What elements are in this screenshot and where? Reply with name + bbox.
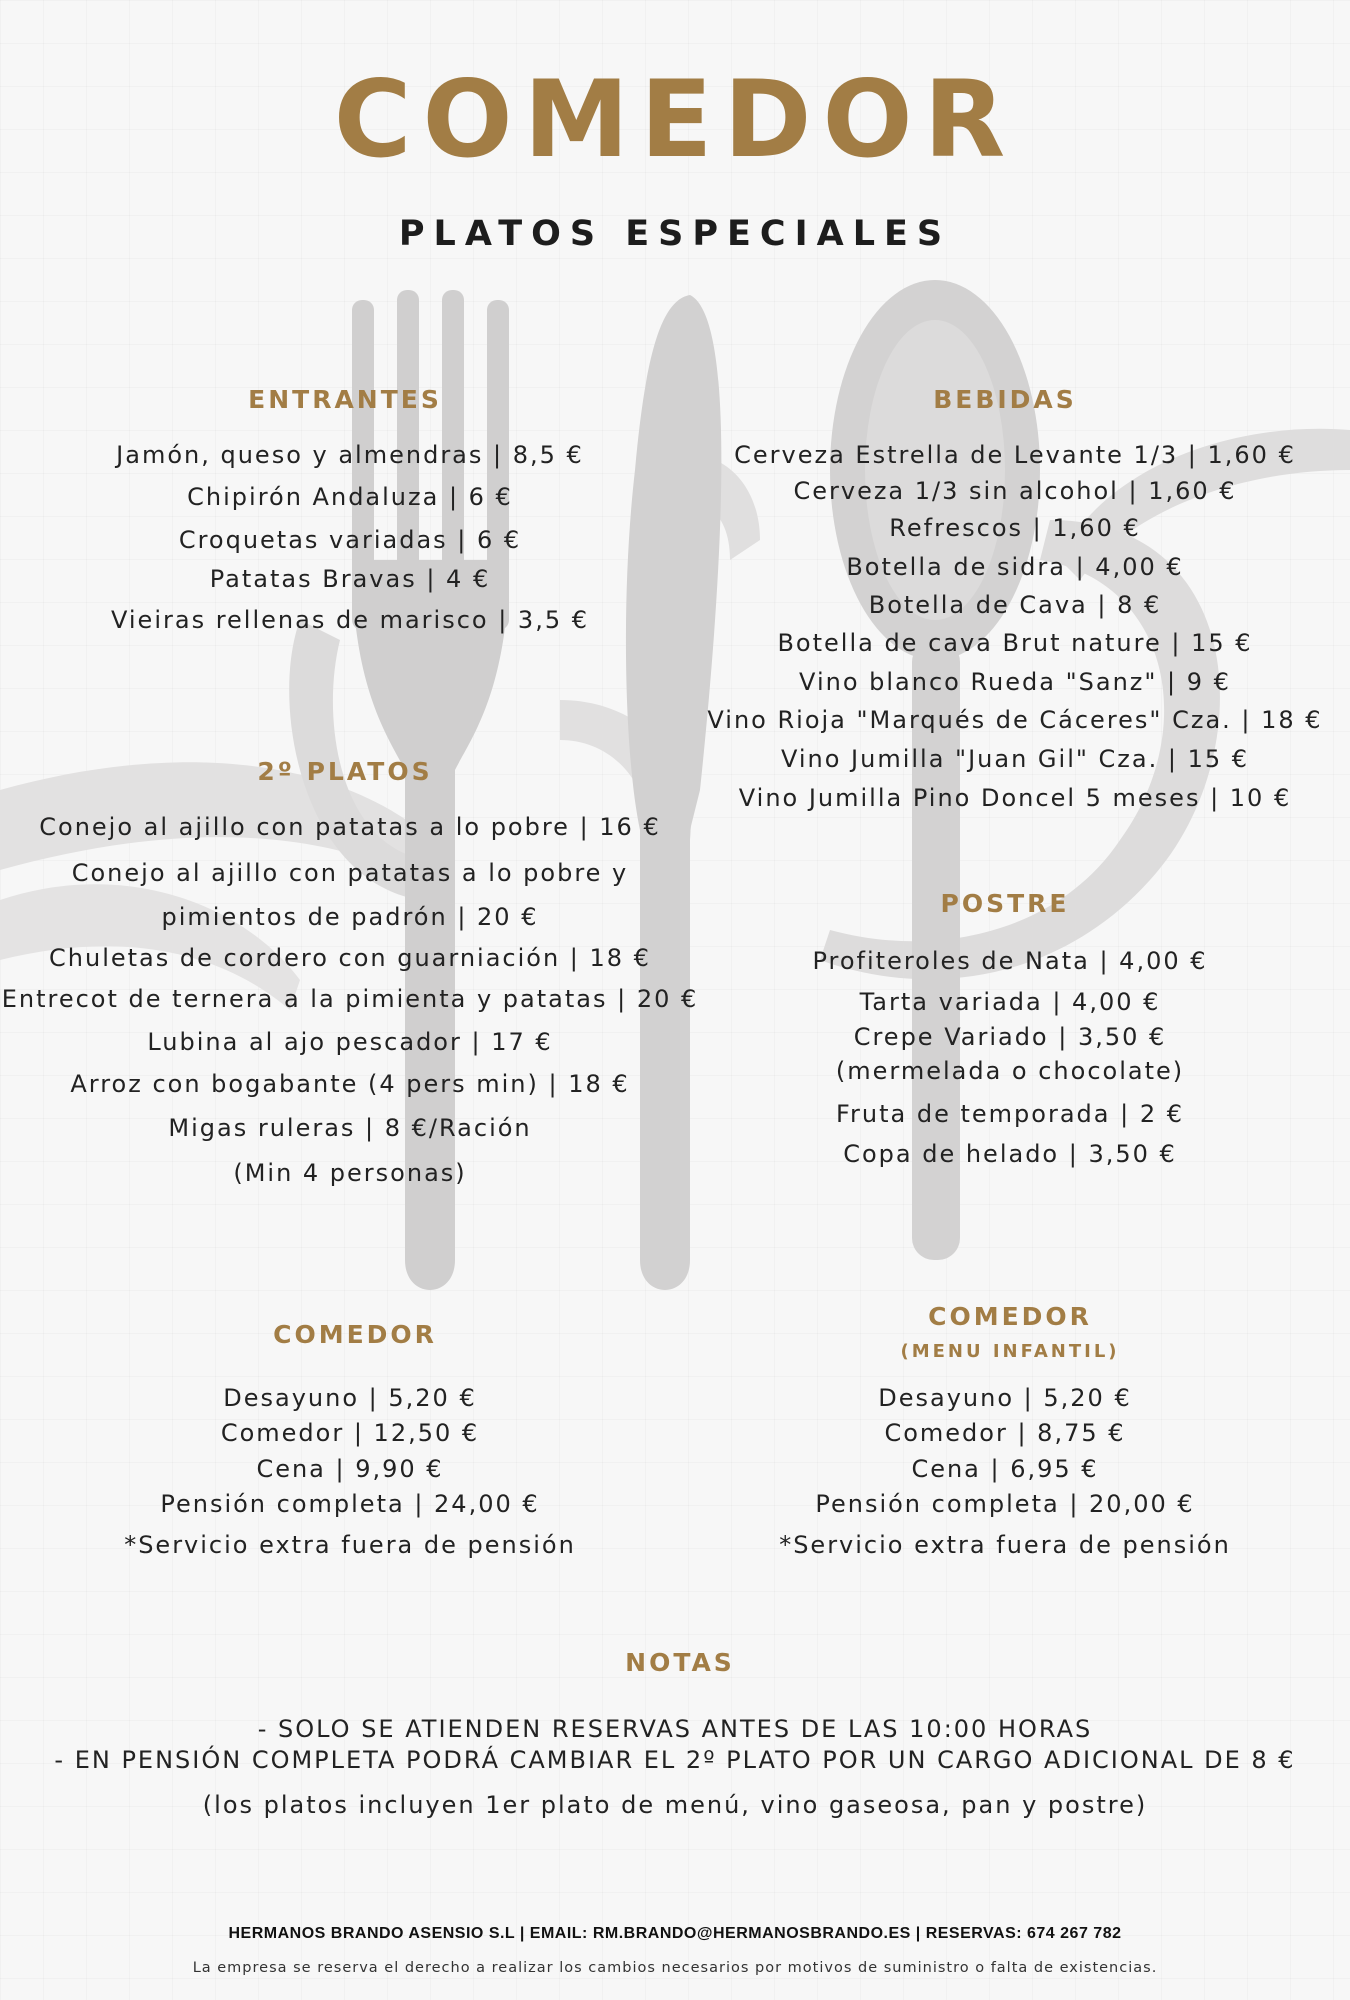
menu-item: Croquetas variadas | 6 € (178, 526, 522, 554)
comedor-infantil-list (695, 1383, 1315, 1563)
menu-item: Fruta de temporada | 2 € (835, 1100, 1184, 1128)
price-item: Pensión completa | 24,00 € (160, 1490, 540, 1518)
menu-item: Botella de sidra | 4,00 € (846, 553, 1184, 581)
menu-item: (mermelada o chocolate) (835, 1057, 1185, 1085)
note-item: - EN PENSIÓN COMPLETA PODRÁ CAMBIAR EL 2º PLATO POR UN CARGO ADICIONAL DE 8 € (54, 1746, 1296, 1774)
menu-item: Vino Rioja "Marqués de Cáceres" Cza. | 18 € (707, 706, 1323, 734)
note-item: - SOLO SE ATIENDEN RESERVAS ANTES DE LAS 10:00 HORAS (257, 1715, 1093, 1743)
menu-item: Cerveza Estrella de Levante 1/3 | 1,60 € (734, 441, 1296, 469)
price-item: Desayuno | 5,20 € (223, 1384, 477, 1412)
menu-item: Entrecot de ternera a la pimienta y patatas | 20 € (1, 985, 699, 1013)
menu-item: Lubina al ajo pescador | 17 € (147, 1028, 553, 1056)
menu-item: Jamón, queso y almendras | 8,5 € (116, 441, 584, 469)
menu-item: Botella de Cava | 8 € (868, 591, 1162, 619)
price-item: Comedor | 12,50 € (220, 1419, 480, 1447)
menu-item: Tarta variada | 4,00 € (859, 988, 1161, 1016)
menu-item: Chipirón Andaluza | 6 € (187, 483, 513, 511)
menu-item: Patatas Bravas | 4 € (209, 565, 491, 593)
comedor-heading: COMEDOR (273, 1320, 437, 1349)
menu-item: Vino Jumilla Pino Doncel 5 meses | 10 € (738, 784, 1292, 812)
menu-item: Migas ruleras | 8 €/Ración (168, 1114, 532, 1142)
page-title: COMEDOR (333, 58, 1017, 181)
footer-disclaimer: La empresa se reserva el derecho a realizar los cambios necesarios por motivos de suministro o falta de existencias. (192, 1960, 1158, 1976)
segundos-heading: 2º PLATOS (257, 757, 433, 786)
menu-item: pimientos de padrón | 20 € (161, 903, 539, 931)
comedor-infantil-heading: COMEDOR (928, 1302, 1092, 1331)
postre-heading: POSTRE (940, 889, 1070, 918)
menu-item: Chuletas de cordero con guarniación | 18 € (49, 944, 651, 972)
menu-item: Crepe Variado | 3,50 € (853, 1023, 1167, 1051)
segundos-list (0, 812, 700, 1192)
menu-item: Copa de helado | 3,50 € (843, 1140, 1177, 1168)
menu-item: Vieiras rellenas de marisco | 3,5 € (111, 606, 589, 634)
price-item: Comedor | 8,75 € (884, 1419, 1126, 1447)
menu-item: Refrescos | 1,60 € (889, 514, 1141, 542)
menu-item: Vino blanco Rueda "Sanz" | 9 € (799, 668, 1231, 696)
price-item: Cena | 9,90 € (256, 1455, 444, 1483)
notas-list (0, 1714, 1350, 1824)
entrantes-list (30, 440, 670, 640)
price-item: Desayuno | 5,20 € (878, 1384, 1132, 1412)
price-item: *Servicio extra fuera de pensión (779, 1531, 1231, 1559)
comedor-infantil-subheading: (MENU INFANTIL) (900, 1341, 1120, 1362)
menu-item: Conejo al ajillo con patatas a lo pobre | 16 € (39, 813, 661, 841)
notas-heading: NOTAS (625, 1648, 735, 1677)
price-item: Cena | 6,95 € (911, 1455, 1099, 1483)
comedor-list (40, 1383, 660, 1563)
price-item: *Servicio extra fuera de pensión (124, 1531, 576, 1559)
menu-item: Vino Jumilla "Juan Gil" Cza. | 15 € (780, 745, 1250, 773)
menu-item: Arroz con bogabante (4 pers min) | 18 € (70, 1070, 630, 1098)
menu-item: (Min 4 personas) (233, 1159, 467, 1187)
note-item: (los platos incluyen 1er plato de menú, vino gaseosa, pan y postre) (202, 1791, 1148, 1819)
bebidas-heading: BEBIDAS (933, 385, 1077, 414)
entrantes-heading: ENTRANTES (248, 385, 442, 414)
footer-contact: HERMANOS BRANDO ASENSIO S.L | EMAIL: RM.BRANDO@HERMANOSBRANDO.ES | RESERVAS: 674 267 782 (228, 1925, 1122, 1942)
menu-item: Botella de cava Brut nature | 15 € (777, 629, 1253, 657)
menu-item: Conejo al ajillo con patatas a lo pobre y (71, 859, 629, 887)
menu-item: Cerveza 1/3 sin alcohol | 1,60 € (793, 477, 1237, 505)
postre-list (690, 946, 1330, 1176)
page-subtitle: PLATOS ESPECIALES (398, 214, 952, 254)
menu-item: Profiteroles de Nata | 4,00 € (812, 947, 1208, 975)
bebidas-list (690, 440, 1340, 820)
price-item: Pensión completa | 20,00 € (815, 1490, 1195, 1518)
